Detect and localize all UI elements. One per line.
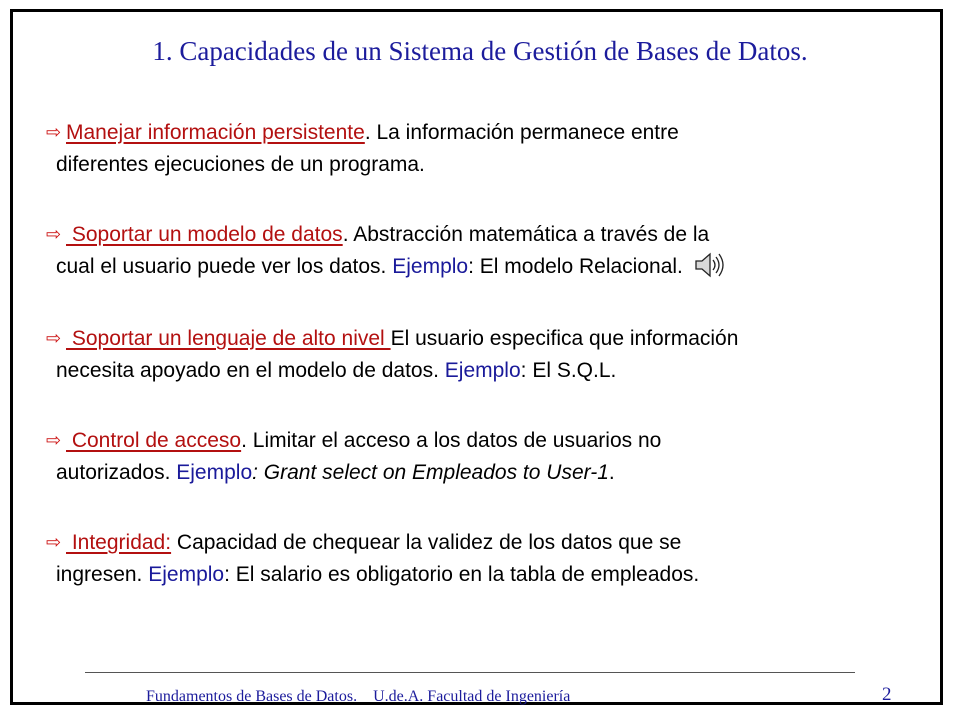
bullet-access-control bbox=[46, 424, 898, 489]
bullet-data-model bbox=[46, 218, 898, 289]
bullet-high-level-language bbox=[46, 322, 898, 387]
bullet-text: : El modelo Relacional. bbox=[468, 255, 683, 278]
bullet-persistent-info bbox=[46, 116, 898, 181]
bullet-text: cual el usuario puede ver los datos. bbox=[56, 255, 393, 278]
bullet-text: : El salario es obligatorio en la tabla de empleados. bbox=[224, 563, 700, 586]
bullet-text: . bbox=[608, 461, 615, 484]
bullet-term: Soportar un lenguaje de alto nivel bbox=[66, 327, 391, 350]
footer-divider bbox=[85, 672, 855, 673]
bullet-text: Capacidad de chequear la validez de los datos que se bbox=[171, 531, 682, 554]
bullet-text: . Abstracción matemática a través de la bbox=[342, 223, 710, 246]
bullet-term: Soportar un modelo de datos bbox=[66, 223, 343, 246]
example-label: Ejemplo bbox=[176, 461, 253, 484]
bullet-text: El usuario especifica que información bbox=[390, 327, 739, 350]
bullet-term: Manejar información persistente bbox=[66, 121, 365, 144]
bullet-text: : El S.Q.L. bbox=[520, 359, 617, 382]
bullet-text: . La información permanece entre bbox=[364, 121, 679, 144]
bullet-text: necesita apoyado en el modelo de datos. bbox=[56, 359, 445, 382]
arrow-right-outline-icon: ⇨ bbox=[46, 224, 62, 244]
example-label: Ejemplo bbox=[392, 255, 469, 278]
arrow-right-outline-icon: ⇨ bbox=[46, 430, 62, 450]
slide-title: 1. Capacidades de un Sistema de Gestión de Bases de Datos. bbox=[152, 36, 808, 66]
bullet-text: . Limitar el acceso a los datos de usuarios no bbox=[241, 429, 662, 452]
example-label: Ejemplo bbox=[444, 359, 521, 382]
bullet-text-italic: : Grant select on Empleados to User-1 bbox=[252, 461, 609, 484]
example-label: Ejemplo bbox=[148, 563, 225, 586]
speaker-icon[interactable] bbox=[693, 251, 727, 289]
bullet-text: diferentes ejecuciones de un programa. bbox=[56, 153, 425, 176]
bullet-term: Control de acceso bbox=[66, 429, 242, 452]
bullet-integrity bbox=[46, 526, 898, 591]
bullet-text: autorizados. bbox=[56, 461, 177, 484]
arrow-right-outline-icon: ⇨ bbox=[46, 328, 62, 348]
arrow-right-outline-icon: ⇨ bbox=[46, 532, 62, 552]
bullet-term: Integridad: bbox=[66, 531, 172, 554]
bullet-text: ingresen. bbox=[56, 563, 149, 586]
page-number: 2 bbox=[882, 684, 892, 705]
arrow-right-outline-icon: ⇨ bbox=[46, 122, 62, 142]
slide-footer: Fundamentos de Bases de Datos. U.de.A. Facultad de Ingeniería bbox=[146, 688, 571, 705]
